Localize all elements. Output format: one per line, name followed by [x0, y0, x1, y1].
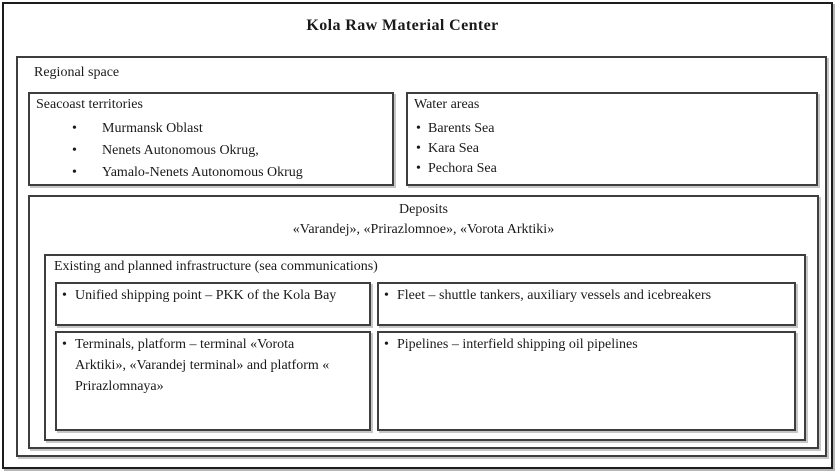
bullet-icon: • — [384, 288, 389, 303]
water-areas-list — [408, 119, 812, 179]
list-item — [30, 118, 388, 140]
deposits-names: «Varandej», «Prirazlomnoe», «Vorota Arktiki» — [292, 222, 555, 237]
list-item-label: Nenets Autonomous Okrug, — [102, 143, 259, 158]
bullet-icon: • — [416, 121, 421, 136]
list-item — [408, 139, 812, 159]
list-item — [30, 140, 388, 162]
infra-cell-terminals — [55, 331, 371, 431]
regional-space-box — [16, 56, 827, 457]
infra-cell-fleet — [377, 282, 796, 326]
deposits-box — [28, 195, 819, 449]
infra-cell-shipping-point — [55, 282, 371, 326]
list-item-label: Kara Sea — [428, 141, 479, 156]
diagram-title: Kola Raw Material Center — [306, 17, 499, 34]
infrastructure-grid — [55, 282, 796, 431]
list-item — [30, 162, 388, 184]
list-item-label: Barents Sea — [428, 121, 495, 136]
list-item-label: Pechora Sea — [428, 161, 497, 176]
water-areas-title: Water areas — [414, 97, 480, 112]
list-item — [408, 159, 812, 179]
seacoast-territories-list — [30, 118, 388, 184]
bullet-icon: • — [416, 141, 421, 156]
bullet-icon: • — [384, 337, 389, 352]
bullet-icon: • — [416, 161, 421, 176]
infra-cell-pipelines — [377, 331, 796, 431]
infrastructure-box — [44, 254, 806, 441]
kola-center-frame — [2, 2, 833, 469]
seacoast-territories-box — [28, 92, 394, 186]
list-item-label: Murmansk Oblast — [102, 121, 203, 136]
bullet-icon: • — [72, 143, 77, 158]
deposits-title: Deposits — [399, 202, 448, 217]
infrastructure-title: Existing and planned infrastructure (sea communications) — [54, 259, 378, 274]
water-areas-box — [406, 92, 818, 186]
list-item-label: Yamalo-Nenets Autonomous Okrug — [102, 165, 303, 180]
regional-space-label: Regional space — [34, 65, 120, 80]
seacoast-territories-title: Seacoast territories — [36, 97, 143, 112]
infra-cell-label: Pipelines – interfield shipping oil pipelines — [397, 337, 638, 352]
bullet-icon: • — [62, 337, 67, 352]
bullet-icon: • — [72, 165, 77, 180]
infra-cell-label: Fleet – shuttle tankers, auxiliary vessels and icebreakers — [397, 288, 712, 303]
infra-cell-label: Unified shipping point – PKK of the Kola Bay — [75, 288, 337, 303]
infra-cell-label: Terminals, platform – terminal «Vorota Arktiki», «Varandej terminal» and platform « Prirazlomnaya» — [75, 337, 330, 394]
bullet-icon: • — [62, 288, 67, 303]
list-item — [408, 119, 812, 139]
bullet-icon: • — [72, 121, 77, 136]
